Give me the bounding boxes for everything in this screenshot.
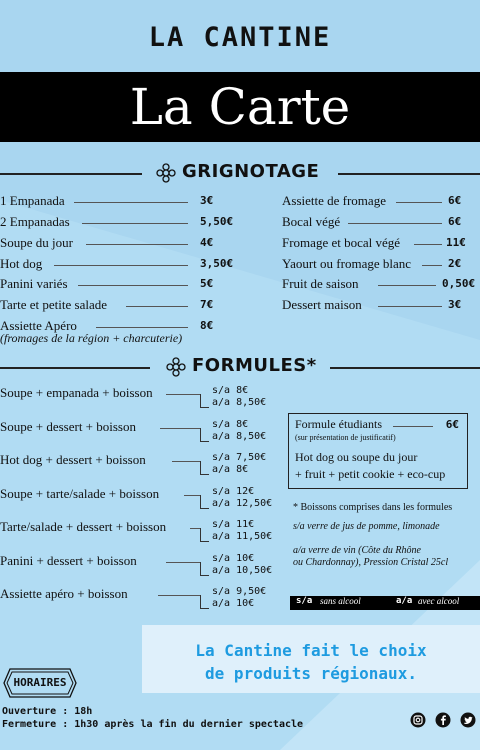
- flower-icon: [156, 163, 176, 183]
- menu-item: Fromage et bocal végé 11€: [282, 235, 466, 250]
- menu-title-band: [0, 72, 480, 142]
- aa-detail: ou Chardonnay), Pression Cristal 25cl: [293, 557, 449, 568]
- student-offer-subtitle: (sur présentation de justificatif): [295, 433, 396, 442]
- promo-line: La Cantine fait le choix: [195, 641, 427, 660]
- formula-item: Soupe + dessert + boisson s/a 8€ a/a 8,50€: [0, 419, 267, 442]
- menu-item: Assiette Apéro 8€: [0, 318, 214, 333]
- menu-item: Fruit de saison 0,50€: [282, 276, 476, 291]
- student-offer-box: [288, 413, 468, 489]
- legend-aa-code: a/a: [396, 596, 413, 606]
- aa-detail: a/a verre de vin (Côte du Rhône: [293, 545, 421, 556]
- promo-line: de produits régionaux.: [205, 664, 417, 683]
- menu-item: Yaourt ou fromage blanc 2€: [282, 256, 462, 271]
- closing-time: Fermeture : 1h30 après la fin du dernier spectacle: [2, 719, 304, 730]
- header-rule-left: [0, 173, 142, 175]
- instagram-icon[interactable]: [410, 712, 426, 728]
- legend-aa-text: avec alcool: [418, 596, 460, 606]
- formula-item: Soupe + tarte/salade + boisson s/a 12€ a/a 12,50€: [0, 486, 273, 509]
- menu-item: Dessert maison 3€: [282, 297, 462, 312]
- drinks-note: * Boissons comprises dans les formules: [293, 502, 453, 513]
- facebook-icon[interactable]: [435, 712, 451, 728]
- formula-item: Tarte/salade + dessert + boisson s/a 11€ a/a 11,50€: [0, 519, 273, 542]
- menu-item: Soupe du jour 4€: [0, 235, 214, 250]
- header-rule-right: [330, 367, 480, 369]
- legend-sa-code: s/a: [296, 596, 313, 606]
- formules-header: [0, 355, 480, 379]
- menu-item: Bocal végé 6€: [282, 214, 462, 229]
- grignotage-header: [0, 161, 480, 185]
- menu-item: Panini variés 5€: [0, 276, 214, 291]
- student-offer-title: Formule étudiants: [295, 417, 382, 431]
- menu-item: Assiette de fromage 6€: [282, 193, 462, 208]
- apero-detail: (fromages de la région + charcuterie): [0, 331, 183, 345]
- header-rule-right: [338, 173, 480, 175]
- formules-title: FORMULES*: [192, 355, 317, 376]
- flower-icon: [166, 357, 186, 377]
- hours-badge-label: HORAIRES: [13, 676, 67, 689]
- formula-item: Assiette apéro + boisson s/a 9,50€ a/a 10€: [0, 586, 267, 609]
- formula-item: Hot dog + dessert + boisson s/a 7,50€ a/a 8€: [0, 452, 267, 475]
- header-rule-left: [0, 367, 150, 369]
- student-offer-price: 6€: [445, 418, 459, 431]
- legend-sa-text: sans alcool: [320, 596, 361, 606]
- formula-item: Soupe + empanada + boisson s/a 8€ a/a 8,50€: [0, 385, 267, 408]
- hours-badge: [2, 667, 78, 699]
- formula-item: Panini + dessert + boisson s/a 10€ a/a 10,50€: [0, 553, 273, 576]
- menu-title: La Carte: [129, 78, 351, 136]
- twitter-icon[interactable]: [460, 712, 476, 728]
- promo-banner: [142, 625, 480, 693]
- opening-time: Ouverture : 18h: [2, 706, 93, 717]
- grignotage-title: GRIGNOTAGE: [182, 161, 320, 182]
- student-offer-desc: Hot dog ou soupe du jour: [295, 450, 418, 464]
- student-offer-desc: + fruit + petit cookie + eco-cup: [295, 467, 446, 481]
- menu-item: Hot dog 3,50€: [0, 256, 234, 271]
- menu-item: Tarte et petite salade 7€: [0, 297, 214, 312]
- venue-name: LA CANTINE: [148, 22, 332, 53]
- menu-item: 2 Empanadas 5,50€: [0, 214, 234, 229]
- sa-detail: s/a verre de jus de pomme, limonade: [293, 521, 440, 532]
- menu-item: 1 Empanada 3€: [0, 193, 214, 208]
